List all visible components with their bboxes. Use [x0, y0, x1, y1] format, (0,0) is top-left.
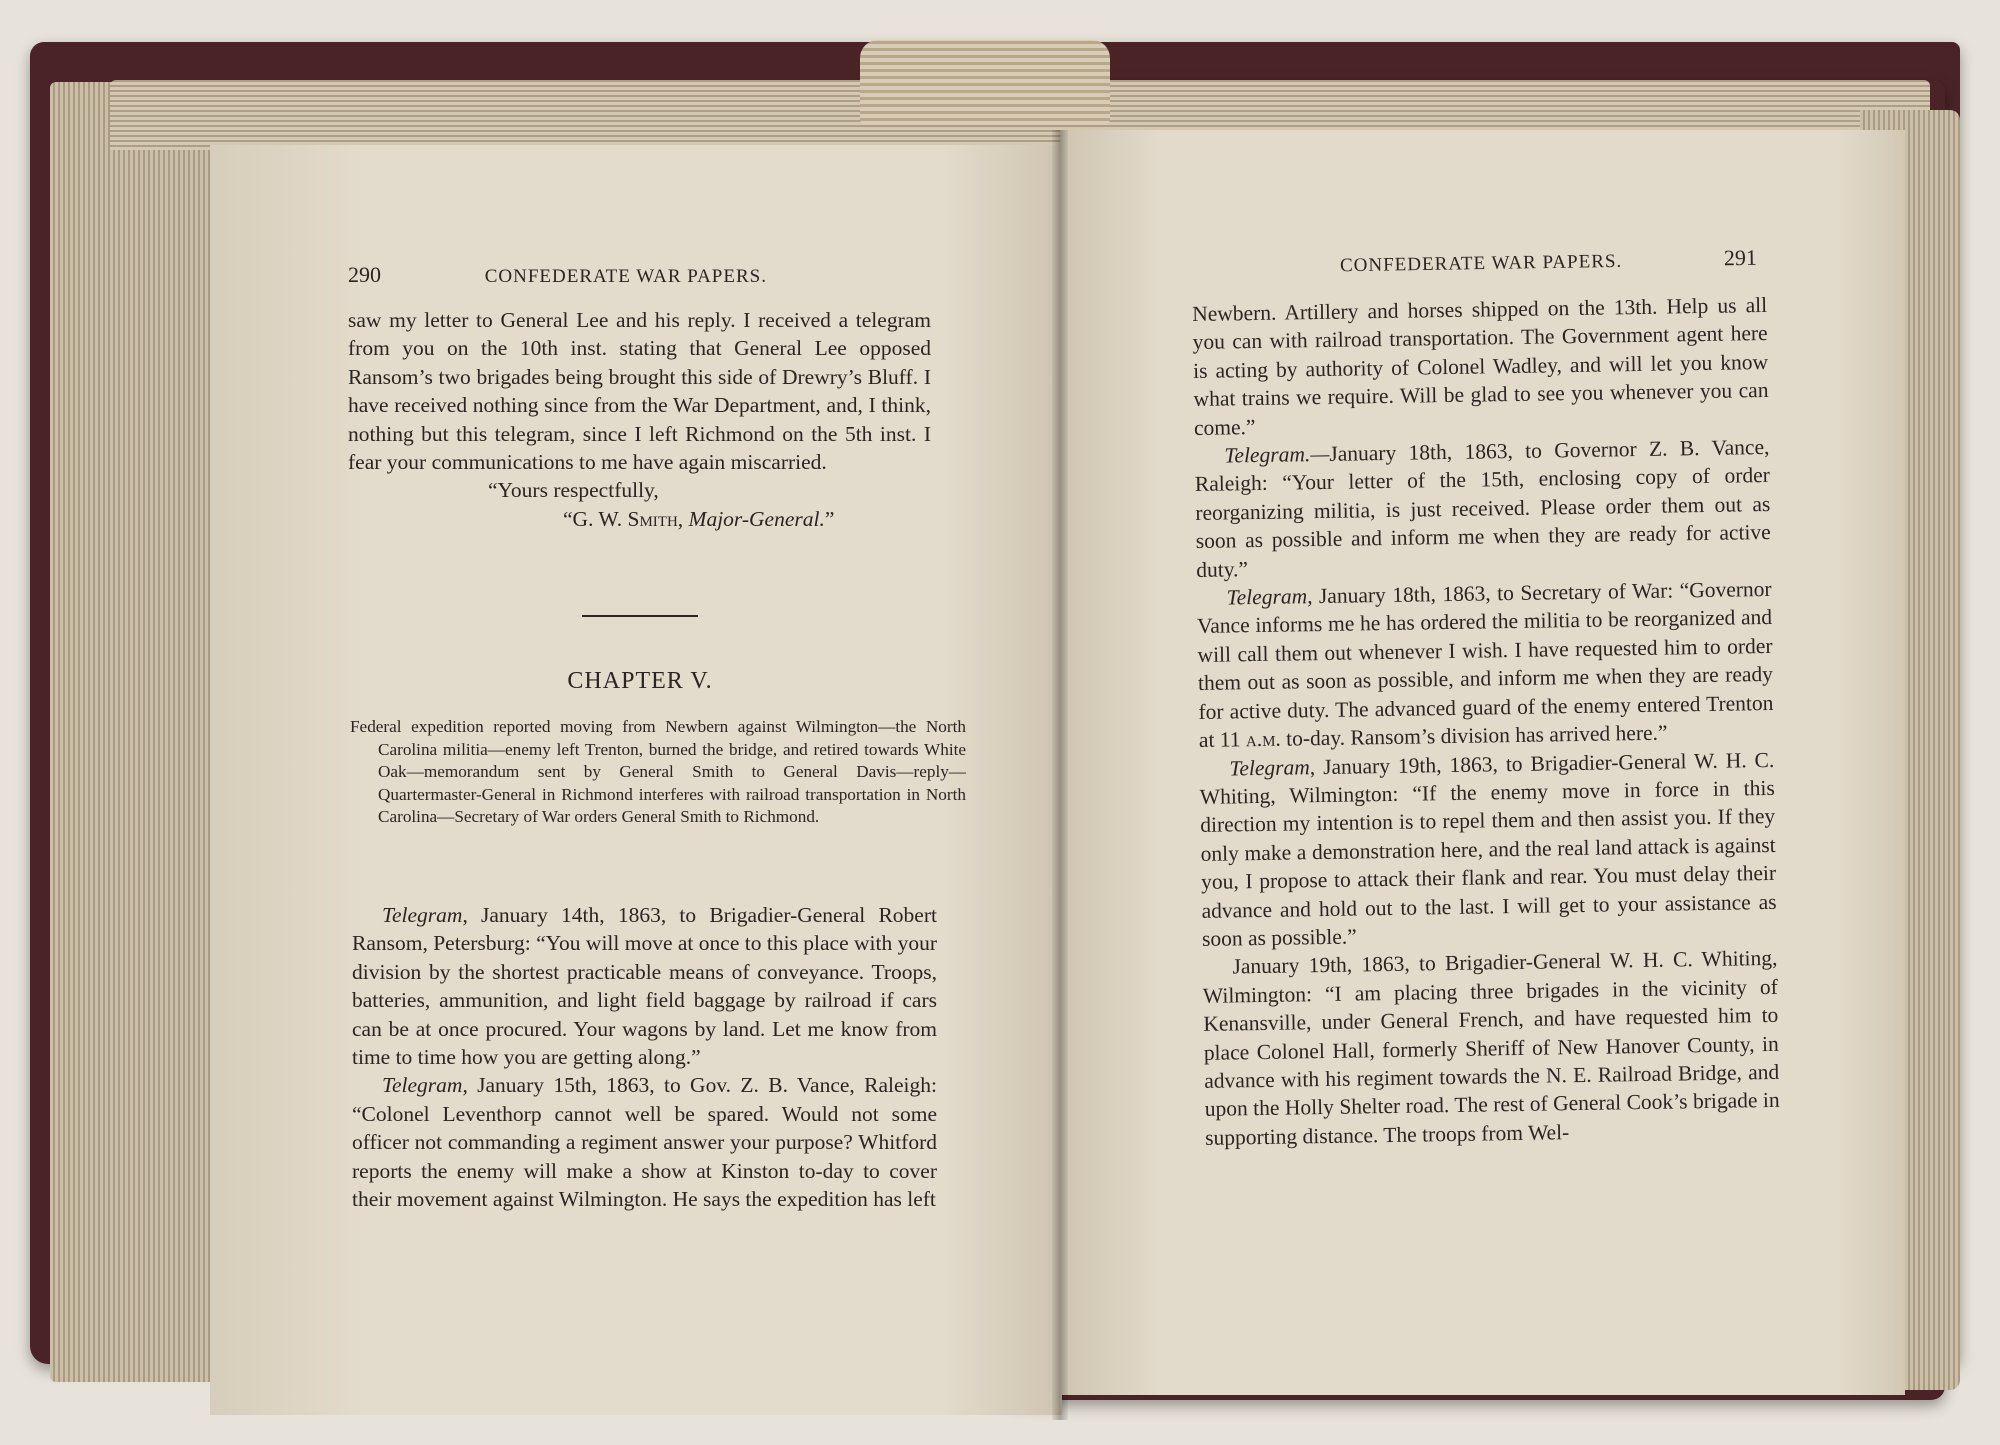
left-opening-text	[348, 306, 931, 533]
right-opening-paragraph: Newbern. Artillery and horses shipped on the 13th. Help us all you can with railroad transportation. The Government agent here is acting by authority of Colonel Wadley, and will let you know what trains we require. Will be glad to see you whenever you can come.”	[1192, 292, 1769, 440]
telegram-label: Telegram	[1229, 754, 1310, 780]
right-telegram-1	[1194, 433, 1771, 584]
left-page-number: 290	[348, 262, 381, 287]
left-opening-paragraph: saw my letter to General Lee and his reply. I received a telegram from you on the 10th inst. stating that General Lee opposed Ransom’s two brigades being brought this side of Drewry’s Bluff. I have received nothing since from the War Department, and, I think, nothing but this telegram, since I left Richmond on the 5th inst. I fear your communications to me have again miscarried.	[348, 308, 931, 475]
signature-title: Major-General.	[688, 506, 825, 531]
closing-signature	[348, 505, 931, 533]
book-gutter	[1052, 130, 1068, 1420]
telegram-label: Telegram	[1224, 442, 1306, 468]
chapter-divider	[582, 615, 698, 617]
telegram-text: , January 18th, 1863, to Secretary of War: “Governor Vance informs me he has ordered the militia to be reorganized and will call them out whenever I wish. I have requested him to order them out as soon as possible, and inform me when they are ready for active duty. The advanced guard of the enemy entered Trenton at 11	[1196, 576, 1774, 753]
signature-quote: ”	[824, 506, 835, 531]
right-letter-4: January 19th, 1863, to Brigadier-General W. H. C. Whiting, Wilmington: “I am placing three brigades in the vicinity of Kenansville, under General French, and have requested him to place Colonel Hall, formerly Sheriff of New Hanover County, in advance with his regiment towards the N. E. Railroad Bridge, and upon the Holly Shelter road. The rest of General Cook’s brigade in supporting distance. The troops from Wel-	[1202, 946, 1780, 1150]
signature-name: Smith	[627, 506, 678, 531]
left-running-head	[348, 262, 767, 288]
telegram-text-end: to-day. Ransom’s division has arrived here.”	[1280, 720, 1668, 751]
left-telegram-1	[352, 901, 937, 1071]
right-page-text	[1192, 291, 1780, 1152]
right-telegram-2	[1196, 575, 1774, 754]
telegram-text: , January 14th, 1863, to Brigadier-General Robert Ransom, Petersburg: “You will move at once to this place with your division by the shortest practicable means of conveyance. Troops, batteries, ammunition, and light field baggage by railroad if cars can be at once procured. Your wagons by land. Let me know from time to time how you are getting along.”	[352, 903, 938, 1070]
telegram-label: Telegram	[1226, 584, 1308, 610]
telegram-text: , January 19th, 1863, to Brigadier-General W. H. C. Whiting, Wilmington: “If the enemy move in force in this direction my intention is to repel them and then assist you. If they only make a demonstration here, and the real land attack is against you, I propose to attack their flank and rear. You must delay their advance and hold out to the last. I will get to your assistance as soon as possible.”	[1199, 747, 1777, 951]
right-header-title: CONFEDERATE WAR PAPERS.	[1339, 250, 1623, 277]
right-page-number: 291	[1723, 244, 1758, 271]
signature-comma: ,	[677, 506, 689, 531]
telegram-dash: .—	[1304, 441, 1330, 467]
left-telegram-2	[352, 1071, 937, 1213]
book-spine	[860, 40, 1110, 125]
left-telegrams	[352, 901, 937, 1213]
chapter-synopsis: Federal expedition reported moving from Newbern against Wilmington—the North Carolina militia—enemy left Trenton, burned the bridge, and retired towards White Oak—memorandum sent by General Smith to General Davis—reply—Quartermaster-General in Richmond interferes with railroad transportation in North Carolina—Secretary of War orders General Smith to Richmond.	[350, 717, 966, 827]
telegram-label: Telegram	[382, 903, 463, 927]
telegram-label: Telegram	[382, 1073, 463, 1098]
telegram-text: January 18th, 1863, to Governor Z. B. Vance, Raleigh: “Your letter of the 15th, enclosing copy of order reorganizing militia, is just received. Please order them out as soon as possible and inform me when they are ready for active duty.”	[1194, 434, 1771, 582]
left-header-title: CONFEDERATE WAR PAPERS.	[484, 266, 767, 287]
signature-initials: “G. W.	[563, 506, 628, 531]
chapter-heading: CHAPTER V.	[567, 668, 713, 694]
closing-respectfully: “Yours respectfully,	[488, 478, 659, 503]
time-am: a.m.	[1245, 726, 1281, 752]
telegram-text: , January 15th, 1863, to Gov. Z. B. Vance, Raleigh: “Colonel Leventhorp cannot well be spared. Would not some officer not commanding a regiment answer your purpose? Whitford reports the enemy will make a show at Kinston to-day to cover their movement against Wilmington. He says the expedition has left	[352, 1073, 937, 1212]
right-telegram-3	[1199, 745, 1777, 953]
